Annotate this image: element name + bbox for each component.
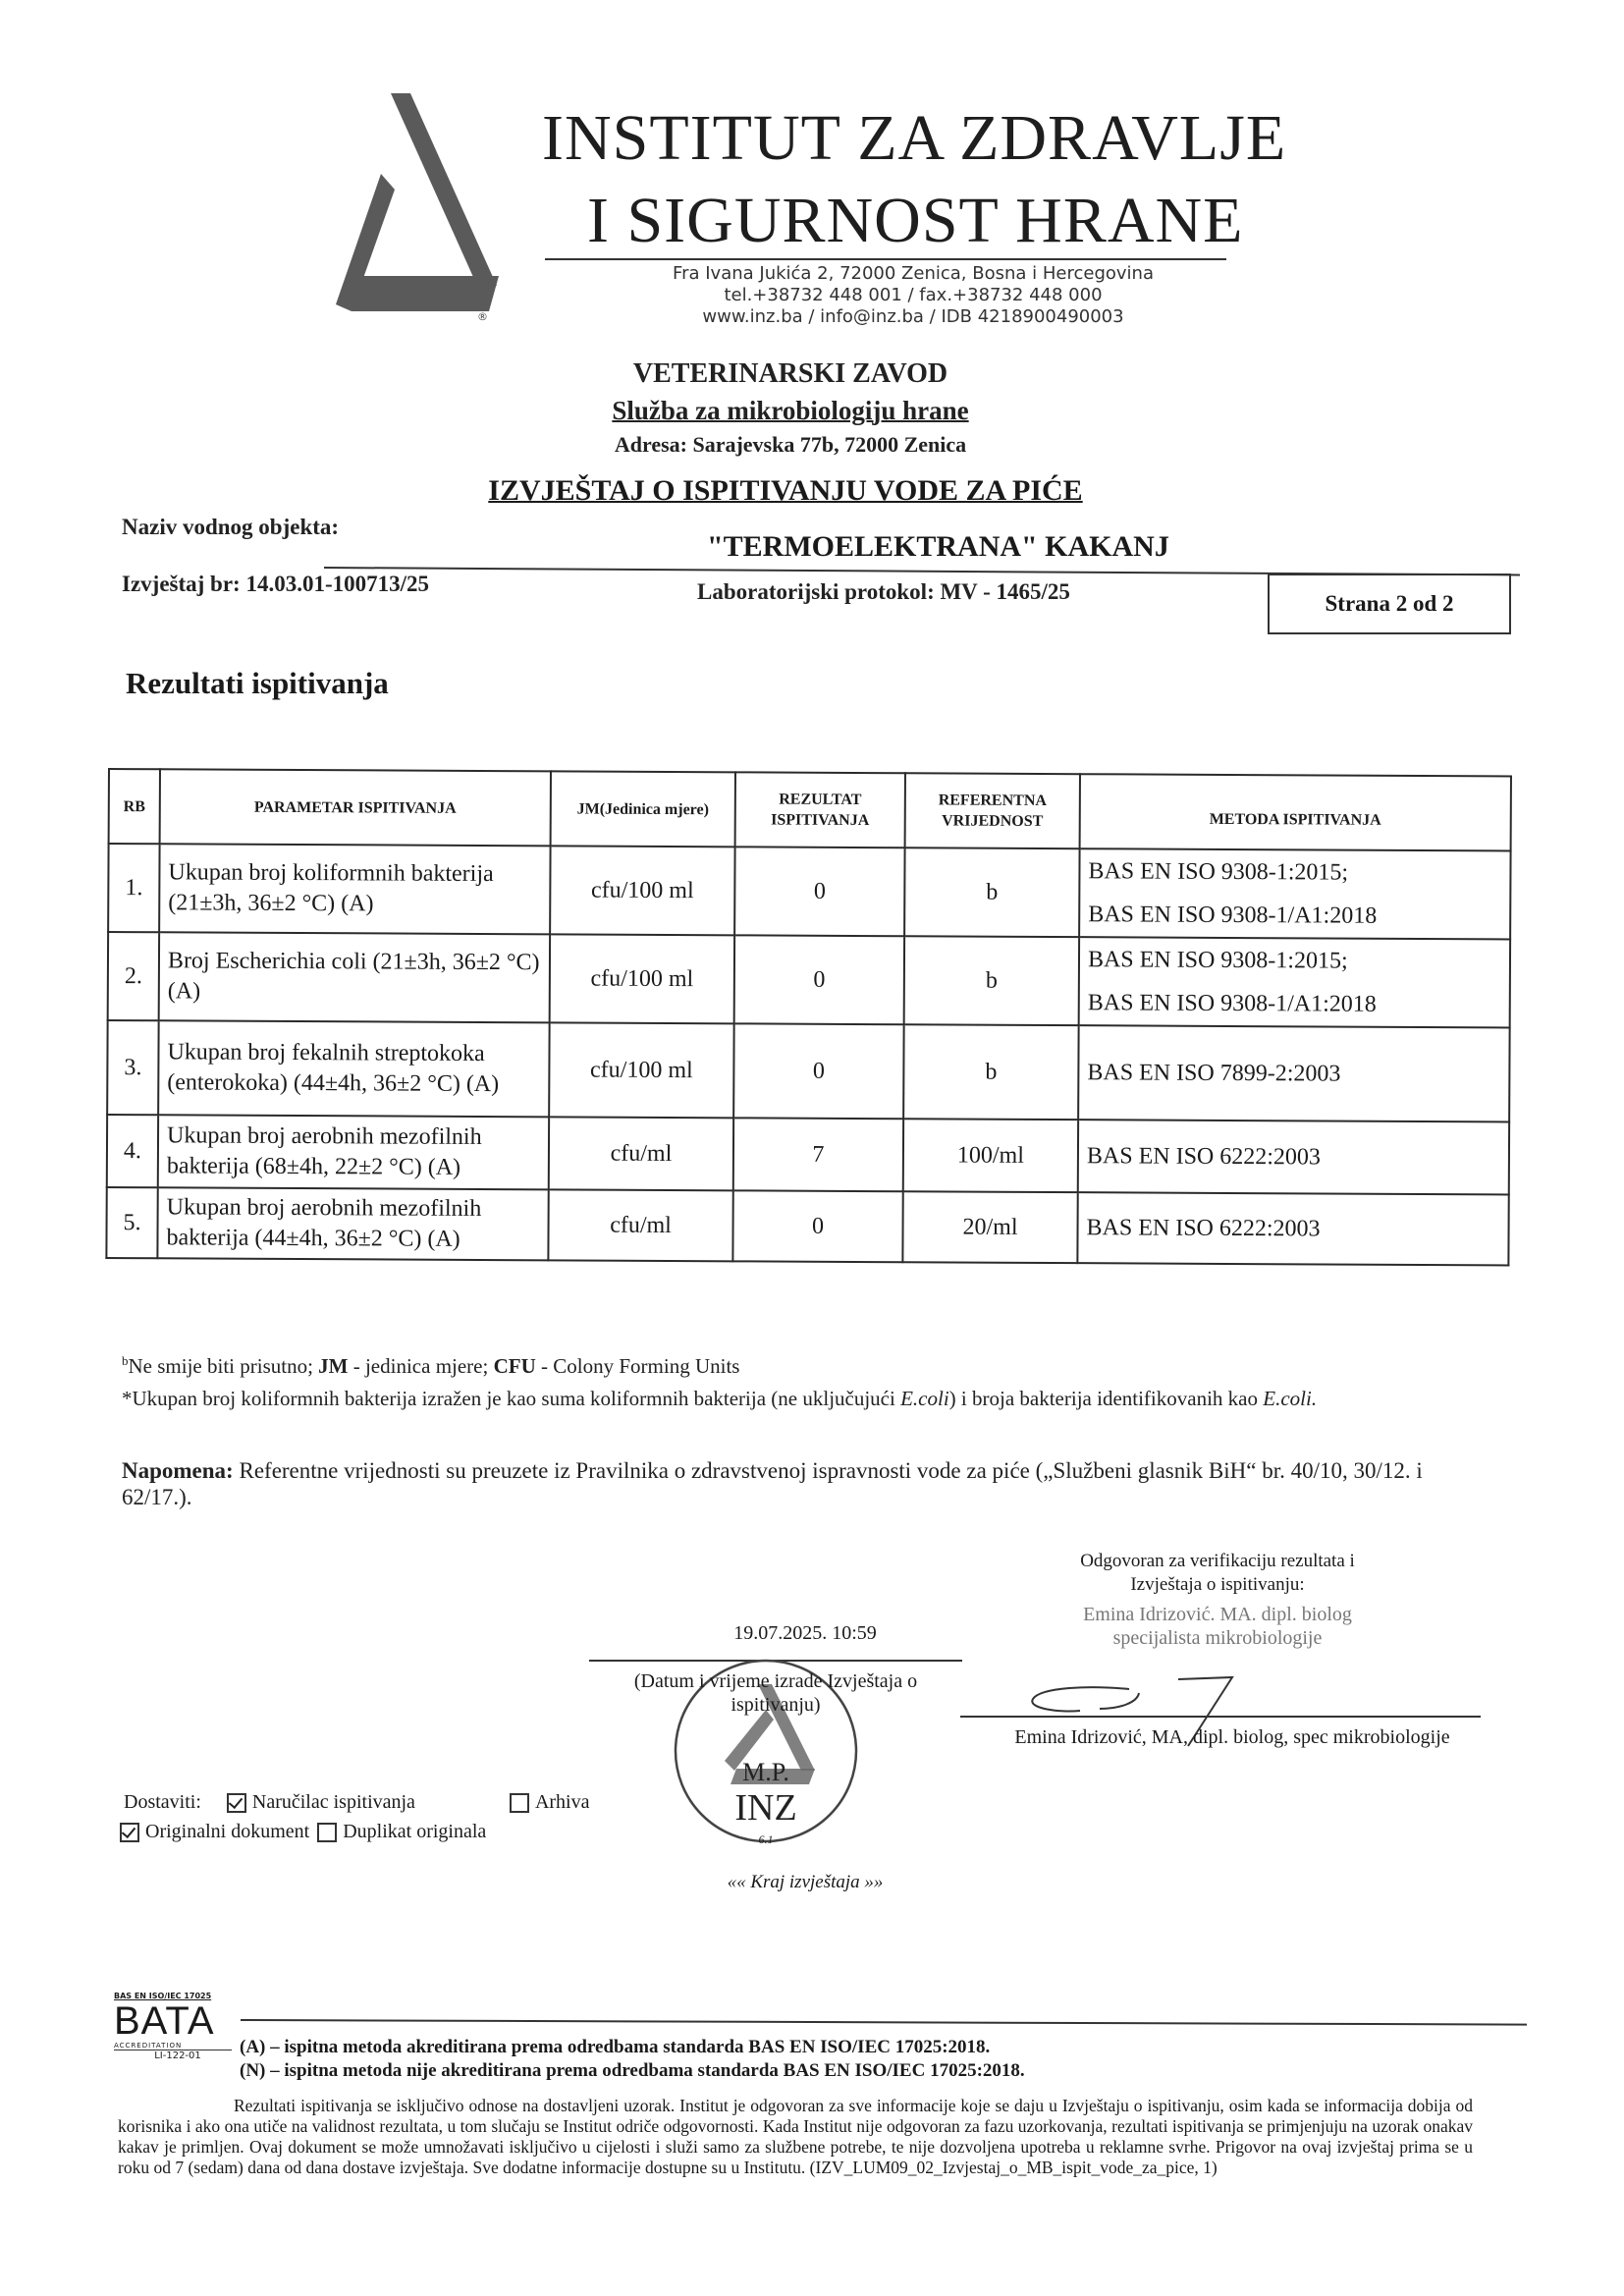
cell-reference: b <box>904 936 1079 1025</box>
cell-result: 7 <box>733 1118 903 1191</box>
department-service-text: Služba za mikrobiologiju hrane <box>612 396 969 425</box>
coliform-text2: ) i broja bakterija identifikovanih kao <box>948 1387 1264 1410</box>
header-result-l1: REZULTAT <box>779 791 862 809</box>
legend-sup: b <box>122 1353 129 1368</box>
not-accredited-note: (N) – ispitna metoda nije akreditirana prema odredbama standarda BAS EN ISO/IEC 17025:2018. <box>240 2060 1025 2081</box>
cell-parameter: Ukupan broj aerobnih mezofilnih bakterija (44±4h, 36±2 °C) (A) <box>157 1187 548 1260</box>
remark-label: Napomena: <box>122 1458 234 1483</box>
report-title <box>412 474 1159 508</box>
header-parameter: PARAMETAR ISPITIVANJA <box>160 769 551 846</box>
method-line2: BAS EN ISO 9308-1/A1:2018 <box>1088 902 1378 929</box>
signature-line <box>960 1716 1481 1718</box>
object-name: "TERMOELEKTRANA" KAKANJ <box>707 530 1169 563</box>
results-title: Rezultati ispitivanja <box>126 666 389 700</box>
remark-text: Referentne vrijednosti su preuzete iz Pravilnika o zdravstvenoj ispravnosti vode za piće („Službeni glasnik BiH“ br. 40/10, 30/12. i 62/17.). <box>122 1458 1423 1509</box>
verification-l1: Odgovoran za verifikaciju rezultata i <box>1080 1551 1355 1571</box>
stamp-name-l1: Emina Idrizović. MA. dipl. biolog <box>1083 1604 1352 1625</box>
lab-protocol: Laboratorijski protokol: MV - 1465/25 <box>697 579 1070 604</box>
institute-name-line1: INSTITUT ZA ZDRAVLJE <box>542 102 1287 174</box>
coliform-note <box>122 1387 1437 1410</box>
cell-reference: b <box>904 847 1079 937</box>
header-reference-l1: REFERENTNA <box>938 792 1047 810</box>
cell-result: 0 <box>732 1190 902 1262</box>
date-caption <box>589 1669 962 1717</box>
institute-logo-icon <box>334 93 511 329</box>
cell-parameter: Ukupan broj aerobnih mezofilnih bakterija (68±4h, 22±2 °C) (A) <box>158 1115 549 1189</box>
cell-parameter: Broj Escherichia coli (21±3h, 36±2 °C) (A) <box>159 932 550 1022</box>
disclaimer <box>118 2096 1473 2178</box>
report-date: 19.07.2025. 10:59 <box>733 1622 877 1644</box>
header-rb: RB <box>109 769 160 844</box>
cell-rb: 5. <box>106 1187 157 1258</box>
page-indicator: Strana 2 od 2 <box>1268 574 1511 634</box>
cell-rb: 2. <box>108 932 159 1020</box>
department-address: Adresa: Sarajevska 77b, 72000 Zenica <box>614 432 967 457</box>
object-label: Naziv vodnog objekta: <box>122 515 340 539</box>
remark-note <box>122 1457 1467 1510</box>
stamp-mp: M.P. <box>742 1758 789 1786</box>
method-line1: BAS EN ISO 9308-1:2015; <box>1088 858 1349 886</box>
bata-accreditation-logo <box>114 1992 232 2086</box>
institute-phone: tel.+38732 448 001 / fax.+38732 448 000 <box>724 285 1103 305</box>
checkbox-duplicate-label: Duplikat originala <box>343 1821 487 1842</box>
report-number: Izvještaj br: 14.03.01-100713/25 <box>122 572 430 596</box>
stamp-name-l2: specijalista mikrobiologije <box>1112 1627 1323 1649</box>
checkbox-narucilac-label: Naručilac ispitivanja <box>251 1791 415 1813</box>
cell-method: BAS EN ISO 7899-2:2003 <box>1078 1025 1509 1121</box>
cell-method <box>1079 937 1510 1027</box>
stamp-number: 6.1 <box>758 1832 774 1846</box>
cell-rb: 4. <box>107 1115 158 1187</box>
cell-reference: 20/ml <box>902 1191 1077 1263</box>
table-row <box>108 844 1510 939</box>
signer-name: Emina Idrizović, MA, dipl. biolog, spec mikrobiologije <box>1014 1726 1450 1748</box>
legend-text3: - Colony Forming Units <box>535 1354 740 1378</box>
bata-code: LI-122-01 <box>154 2050 201 2061</box>
cell-unit: cfu/ml <box>549 1117 733 1190</box>
stamp-inz: INZ <box>734 1787 797 1829</box>
header-method: METODA ISPITIVANJA <box>1080 774 1511 850</box>
header-reference-l2: VRIJEDNOST <box>942 812 1044 830</box>
cell-reference: 100/ml <box>903 1119 1078 1192</box>
header-unit: JM(Jedinica mjere) <box>551 771 735 847</box>
report-title-text: IZVJEŠTAJ O ISPITIVANJU VODE ZA PIĆE <box>488 474 1083 507</box>
institute-name-line2: I SIGURNOST HRANE <box>587 185 1244 256</box>
institute-contact <box>609 263 1218 328</box>
table-row <box>108 932 1510 1027</box>
cell-unit: cfu/100 ml <box>549 1022 734 1118</box>
department-name: VETERINARSKI ZAVOD <box>632 358 948 389</box>
method-line2: BAS EN ISO 9308-1/A1:2018 <box>1087 990 1377 1017</box>
table-row <box>107 1115 1509 1194</box>
cell-result: 0 <box>734 847 904 936</box>
letterhead-divider <box>545 258 1226 260</box>
registered-mark: ® <box>477 310 488 323</box>
cell-result: 0 <box>734 935 904 1024</box>
delivery-row2 <box>120 1821 486 1843</box>
cell-method <box>1079 848 1510 939</box>
header-result-l2: ISPITIVANJA <box>771 811 870 830</box>
table-row <box>106 1187 1508 1265</box>
cell-parameter: Ukupan broj koliformnih bakterija (21±3h, 36±2 °C) (A) <box>159 844 550 934</box>
checkbox-original-label: Originalni dokument <box>145 1821 310 1842</box>
method-line1: BAS EN ISO 9308-1:2015; <box>1087 947 1348 974</box>
cell-parameter: Ukupan broj fekalnih streptokoka (enterokoka) (44±4h, 36±2 °C) (A) <box>158 1020 549 1117</box>
institute-web: www.inz.ba / info@inz.ba / IDB 4218900490003 <box>702 306 1124 327</box>
bata-sub: ACCREDITATION <box>114 2042 232 2050</box>
coliform-ecoli: E.coli <box>900 1387 949 1410</box>
cell-method: BAS EN ISO 6222:2003 <box>1078 1120 1509 1194</box>
footer-divider <box>241 2019 1527 2026</box>
legend-cfu: CFU <box>493 1354 536 1378</box>
bata-top: BAS EN ISO/IEC 17025 <box>114 1992 212 2000</box>
cell-reference: b <box>903 1024 1079 1120</box>
checkbox-arhiva[interactable] <box>510 1793 529 1813</box>
delivery-row1 <box>124 1791 589 1814</box>
legend-text2: - jedinica mjere; <box>348 1354 494 1378</box>
checkbox-duplicate[interactable] <box>317 1823 337 1842</box>
cell-rb: 3. <box>107 1020 159 1115</box>
cell-rb: 1. <box>108 844 159 932</box>
cell-unit: cfu/ml <box>548 1189 732 1261</box>
date-caption-l1: (Datum i vrijeme izrade Izvještaja o <box>633 1670 918 1692</box>
results-table <box>105 768 1512 1266</box>
table-header-row <box>109 769 1511 850</box>
institute-address: Fra Ivana Jukića 2, 72000 Zenica, Bosna i Hercegovina <box>673 263 1154 284</box>
table-row <box>107 1020 1509 1121</box>
disclaimer-text: Rezultati ispitivanja se isključivo odnose na dostavljeni uzorak. Institut je odgovoran za sve informacije koje se daju u Izvještaju o ispitivanju, osim kada se informacija dobija od korisnika i ako ona utiče na validnost rezultata, u tom slučaju se Institut odriče odgovornosti. Kada Institut nije odgovoran za fazu uzorkovanja, rezultati ispitivanja se primjenjuju na uzorak onakav kakav je primljen. Ovaj dokument se može umnožavati isključivo u cijelosti i služi samo za službene potrebe, te nije dozvoljena upotreba u reklamne svrhe. Prigovor na ovaj izvještaj prima se u roku od 7 (sedam) dana od dana dostave izvještaja. Sve dodatne informacije dostupne su u Institutu. (IZV_LUM09_02_Izvjestaj_o_MB_ispit_vode_za_pice, 1) <box>118 2096 1473 2177</box>
end-of-report: «« Kraj izvještaja »» <box>727 1872 884 1892</box>
cell-method: BAS EN ISO 6222:2003 <box>1077 1192 1508 1265</box>
checkbox-original[interactable] <box>120 1823 139 1842</box>
cell-result: 0 <box>733 1023 904 1119</box>
date-caption-l2: ispitivanju) <box>731 1694 821 1716</box>
coliform-ecoli2: E.coli. <box>1263 1387 1318 1410</box>
name-stamp <box>1031 1603 1404 1650</box>
cell-unit: cfu/100 ml <box>550 846 734 935</box>
checkbox-narucilac[interactable] <box>227 1793 246 1813</box>
legend-note <box>122 1349 739 1378</box>
cell-unit: cfu/100 ml <box>550 934 734 1023</box>
bata-logo-text: BATA <box>114 1999 215 2043</box>
legend-text1: Ne smije biti prisutno; <box>128 1354 319 1378</box>
delivery-label: Dostaviti: <box>124 1791 201 1813</box>
coliform-text1: *Ukupan broj koliformnih bakterija izražen je kao suma koliformnih bakterija (ne uključujući <box>122 1387 901 1410</box>
checkbox-arhiva-label: Arhiva <box>534 1791 590 1813</box>
accredited-note: (A) – ispitna metoda akreditirana prema odredbama standarda BAS EN ISO/IEC 17025:2018. <box>240 2037 991 2057</box>
header-result <box>735 772 905 847</box>
legend-jm: JM <box>318 1354 349 1378</box>
verification-caption <box>1031 1550 1404 1597</box>
verification-l2: Izvještaja o ispitivanju: <box>1130 1574 1305 1595</box>
department-service <box>452 396 1129 426</box>
header-reference <box>905 773 1080 848</box>
